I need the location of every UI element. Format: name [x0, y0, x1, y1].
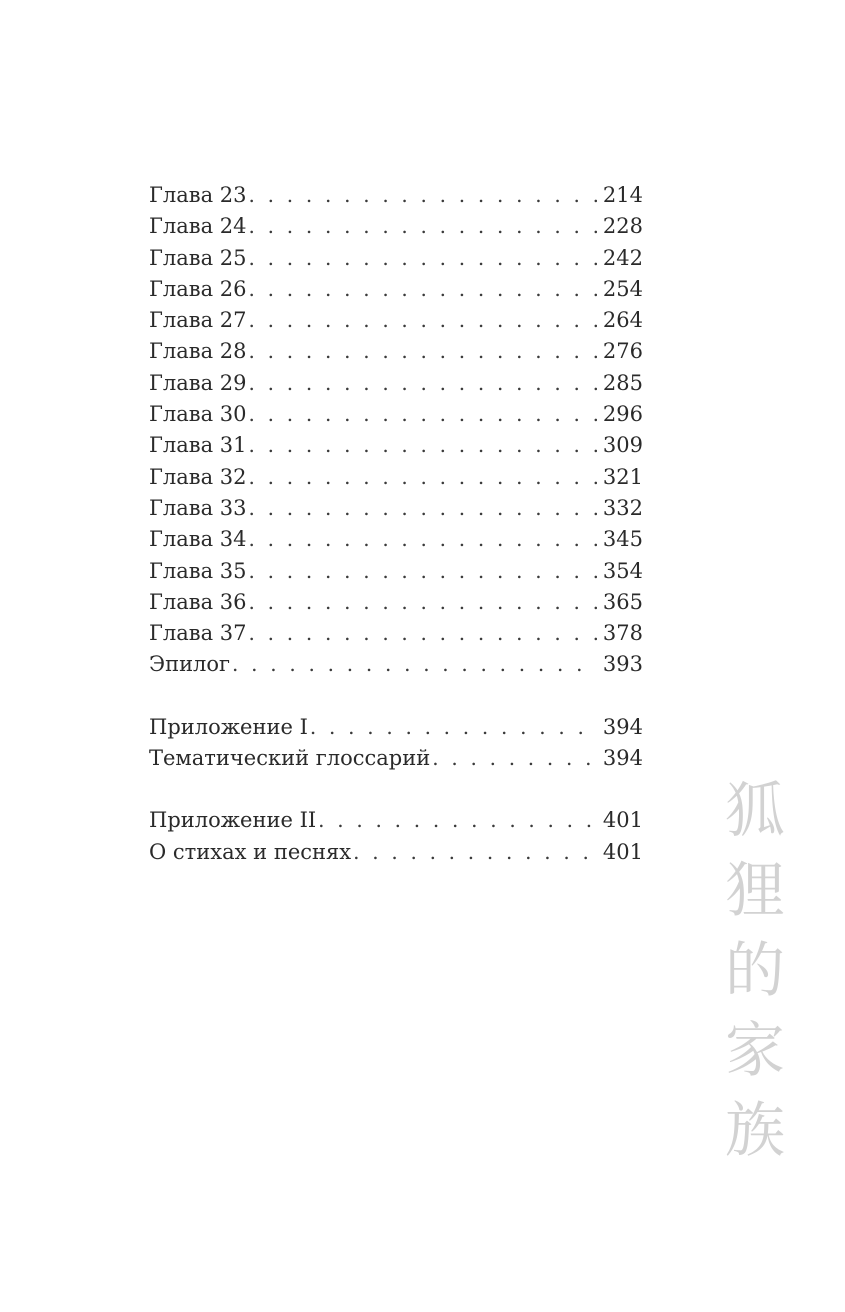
toc-entry-title: Приложение I	[149, 714, 308, 739]
toc-entry[interactable]	[149, 524, 643, 555]
toc-entry-page-number: 354	[602, 558, 643, 583]
toc-dot-leader	[432, 743, 597, 774]
toc-dot-leader	[249, 274, 597, 305]
toc-entry-page-number: 242	[602, 245, 643, 270]
toc-entry-title: Глава 26	[149, 276, 247, 301]
toc-group	[149, 712, 643, 775]
toc-entry[interactable]	[149, 462, 643, 493]
toc-entry[interactable]	[149, 805, 643, 836]
toc-entry[interactable]	[149, 274, 643, 305]
toc-entry-page-number: 394	[602, 746, 643, 771]
toc-entry-title: Глава 28	[149, 339, 247, 364]
toc-entry[interactable]	[149, 743, 643, 774]
toc-dot-leader	[353, 837, 597, 868]
toc-entry-title: Глава 37	[149, 621, 247, 646]
toc-entry-page-number: 264	[602, 308, 643, 333]
toc-entry-page-number: 365	[602, 589, 643, 614]
toc-entry[interactable]	[149, 556, 643, 587]
toc-entry-title: Эпилог	[149, 652, 231, 677]
toc-entry-page-number: 285	[602, 370, 643, 395]
toc-entry-title: Глава 36	[149, 589, 247, 614]
toc-dot-leader	[249, 462, 597, 493]
toc-entry[interactable]	[149, 837, 643, 868]
toc-entry-title: О стихах и песнях	[149, 839, 352, 864]
toc-entry-page-number: 309	[602, 433, 643, 458]
toc-dot-leader	[249, 336, 597, 367]
toc-group	[149, 180, 643, 681]
toc-entry[interactable]	[149, 211, 643, 242]
toc-entry-title: Глава 33	[149, 495, 247, 520]
toc-entry-page-number: 378	[602, 621, 643, 646]
toc-entry[interactable]	[149, 305, 643, 336]
toc-entry-title: Глава 27	[149, 308, 247, 333]
toc-entry[interactable]	[149, 368, 643, 399]
toc-dot-leader	[249, 180, 597, 211]
vertical-chinese-title: 狐狸的家族	[715, 778, 785, 1178]
toc-entry[interactable]	[149, 618, 643, 649]
toc-dot-leader	[249, 587, 597, 618]
toc-entry[interactable]	[149, 712, 643, 743]
toc-entry-title: Глава 30	[149, 402, 247, 427]
toc-entry[interactable]	[149, 243, 643, 274]
toc-dot-leader	[249, 305, 597, 336]
toc-entry-page-number: 228	[602, 214, 643, 239]
toc-dot-leader	[249, 493, 597, 524]
toc-entry-page-number: 254	[602, 276, 643, 301]
toc-dot-leader	[249, 556, 597, 587]
toc-entry[interactable]	[149, 649, 643, 680]
toc-entry-page-number: 296	[602, 402, 643, 427]
toc-entry-title: Глава 29	[149, 370, 247, 395]
toc-entry-page-number: 394	[602, 714, 643, 739]
toc-entry[interactable]	[149, 430, 643, 461]
toc-entry-page-number: 393	[602, 652, 643, 677]
toc-dot-leader	[318, 805, 597, 836]
toc-entry[interactable]	[149, 399, 643, 430]
toc-entry-title: Глава 31	[149, 433, 247, 458]
toc-dot-leader	[249, 618, 597, 649]
toc-entry-page-number: 401	[602, 808, 643, 833]
toc-entry[interactable]	[149, 493, 643, 524]
toc-entry-page-number: 401	[602, 839, 643, 864]
toc-entry-page-number: 345	[602, 527, 643, 552]
toc-dot-leader	[249, 243, 597, 274]
toc-dot-leader	[232, 649, 597, 680]
toc-entry-title: Глава 25	[149, 245, 247, 270]
toc-entry-page-number: 214	[602, 183, 643, 207]
toc-entry-page-number: 332	[602, 495, 643, 520]
toc-entry-title: Глава 34	[149, 527, 247, 552]
toc-dot-leader	[249, 524, 597, 555]
toc-dot-leader	[249, 368, 597, 399]
toc-entry[interactable]	[149, 587, 643, 618]
toc-dot-leader	[249, 399, 597, 430]
toc-entry-page-number: 321	[602, 464, 643, 489]
toc-entry[interactable]	[149, 180, 643, 211]
toc-group	[149, 805, 643, 868]
toc-entry-title: Глава 35	[149, 558, 247, 583]
table-of-contents	[149, 180, 643, 868]
toc-entry-title: Тематический глоссарий	[149, 746, 431, 771]
toc-entry-title: Глава 32	[149, 464, 247, 489]
toc-dot-leader	[310, 712, 597, 743]
toc-entry[interactable]	[149, 336, 643, 367]
toc-entry-title: Глава 23	[149, 183, 247, 207]
toc-entry-title: Глава 24	[149, 214, 247, 239]
toc-dot-leader	[249, 211, 597, 242]
toc-entry-title: Приложение II	[149, 808, 317, 833]
toc-entry-page-number: 276	[602, 339, 643, 364]
toc-dot-leader	[249, 430, 597, 461]
